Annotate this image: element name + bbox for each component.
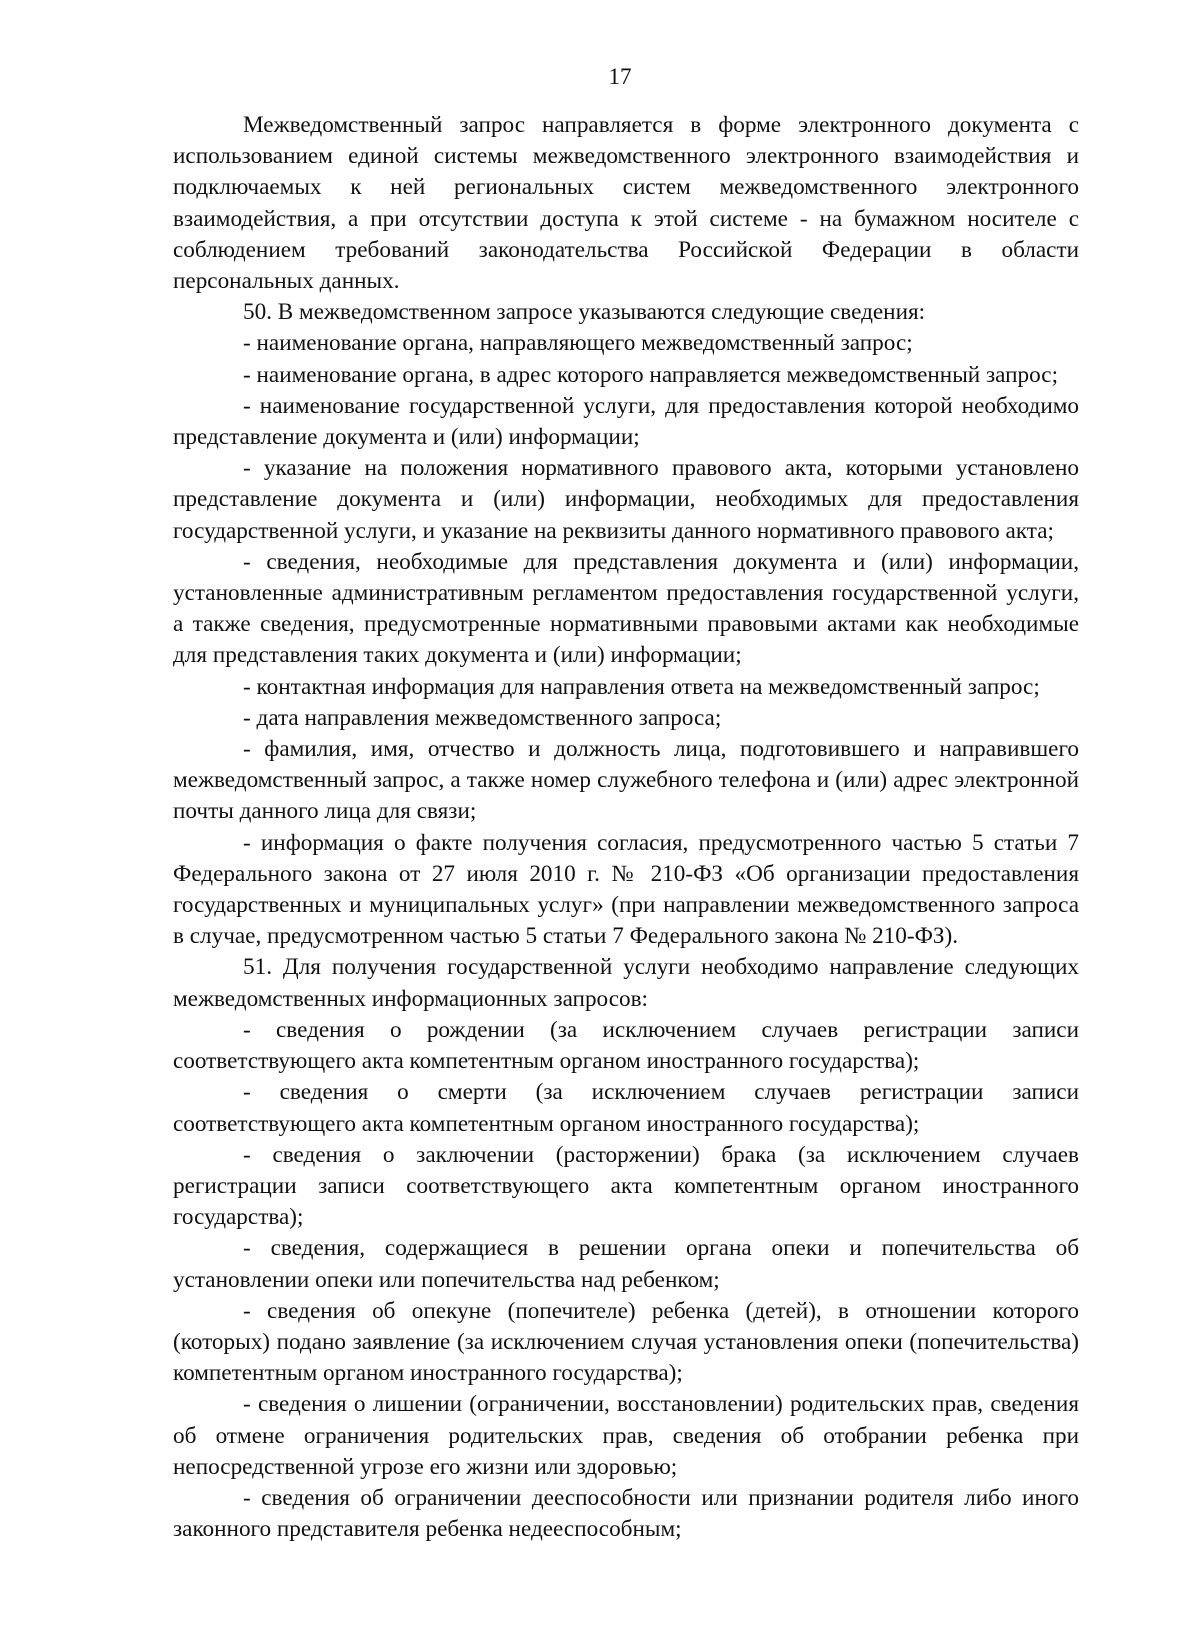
list-item: - наименование государственной услуги, для предоставления которой необходимо представление документа и (или) информации;: [173, 392, 1079, 451]
paragraph-intro: Межведомственный запрос направляется в форме электронного документа с использованием единой системы межведомственного электронного взаимодействия и подключаемых к ней региональных систем межведомственного электронного взаимодействия, а при отсутствии доступа к этой системе - на бумажном носителе с соблюдением требований законодательства Российской Федерации в области персональных данных.: [173, 112, 1079, 295]
list-item: - сведения о заключении (расторжении) брака (за исключением случаев регистрации записи соответствующего акта компетентным органом иностранного государства);: [173, 1141, 1079, 1231]
list-item: - контактная информация для направления ответа на межведомственный запрос;: [243, 673, 1040, 700]
list-item: - указание на положения нормативного правового акта, которыми установлено представление документа и (или) информации, необходимых для предоставления государственной услуги, и указание на реквизиты данного нормативного правового акта;: [173, 455, 1079, 544]
list-item: - сведения, необходимые для представления документа и (или) информации, установленные административным регламентом предоставления государственной услуги, а также сведения, предусмотренные нормативными правовыми актами как необходимые для представления таких документа и (или) информации;: [173, 548, 1079, 669]
list-item: - сведения о рождении (за исключением случаев регистрации записи соответствующего акта компетентным органом иностранного государства);: [173, 1016, 1079, 1075]
paragraph-50-heading: 50. В межведомственном запросе указываются следующие сведения:: [243, 299, 926, 326]
list-item: - наименование органа, в адрес которого направляется межведомственный запрос;: [243, 361, 1059, 388]
list-item: - фамилия, имя, отчество и должность лица, подготовившего и направившего межведомственный запрос, а также номер служебного телефона и (или) адрес электронной почты данного лица для связи;: [173, 736, 1079, 825]
list-item: - сведения, содержащиеся в решении органа опеки и попечительства об установлении опеки или попечительства над ребенком;: [173, 1235, 1079, 1293]
page-number: 17: [608, 64, 632, 89]
paragraph-51-heading: 51. Для получения государственной услуги необходимо направление следующих межведомственных информационных запросов:: [173, 954, 1079, 1012]
list-item: - информация о факте получения согласия, предусмотренного частью 5 статьи 7 Федерального закона от 27 июля 2010 г. № 210-ФЗ «Об организации предоставления государственных и муниципальных услуг» (при направлении межведомственного запроса в случае, предусмотренном частью 5 статьи 7 Федерального закона № 210-ФЗ).: [173, 829, 1079, 950]
list-item: - сведения об опекуне (попечителе) ребенка (детей), в отношении которого (которых) подано заявление (за исключением случая установления опеки (попечительства) компетентным органом иностранного государства);: [173, 1297, 1079, 1387]
list-item: - дата направления межведомственного запроса;: [243, 704, 722, 731]
list-item: - наименование органа, направляющего межведомственный запрос;: [243, 330, 913, 357]
document-body: [173, 110, 1079, 1545]
list-item: - сведения о лишении (ограничении, восстановлении) родительских прав, сведения об отмене ограничения родительских прав, сведения об отобрании ребенка при непосредственной угрозе его жизни или здоровью;: [173, 1391, 1079, 1480]
list-item: - сведения об ограничении дееспособности или признании родителя либо иного законного представителя ребенка недееспособным;: [173, 1484, 1079, 1543]
list-item: - сведения о смерти (за исключением случаев регистрации записи соответствующего акта компетентным органом иностранного государства);: [173, 1079, 1079, 1137]
